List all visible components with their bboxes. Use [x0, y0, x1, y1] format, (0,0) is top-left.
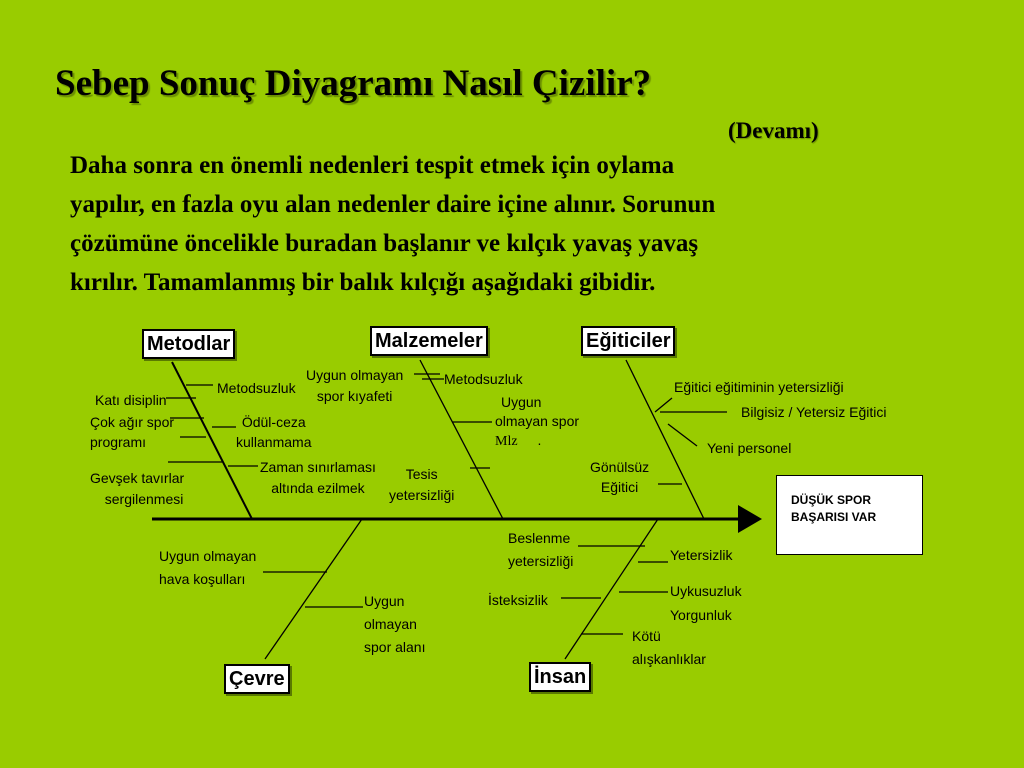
- page-subtitle: (Devamı): [728, 118, 819, 143]
- cause-label: [508, 527, 573, 573]
- category-insan: İnsan: [529, 662, 591, 692]
- cause-label: Yeni personel: [707, 440, 792, 456]
- spine-arrowhead: [738, 505, 762, 533]
- cause-label: [364, 590, 425, 659]
- cause-label: [389, 464, 454, 506]
- cause-label-line: hava koşulları: [159, 571, 246, 587]
- paragraph-line: yapılır, en fazla oyu alan nedenler daire içine alınır. Sorunun: [70, 191, 716, 218]
- cause-label: [590, 457, 649, 497]
- cause-label: [306, 365, 403, 407]
- cause-label-line: yetersizliği: [389, 487, 455, 503]
- cause-label-line: Uygun olmayan: [306, 367, 404, 383]
- cause-label-part: Mlz: [495, 434, 518, 449]
- cause-label-part: .: [537, 432, 542, 448]
- cause-label-line: Kötü: [632, 628, 661, 644]
- paragraph-line: çözümüne öncelikle buradan başlanır ve kılçık yavaş yavaş: [70, 230, 699, 257]
- category-metodlar: Metodlar: [142, 329, 235, 359]
- cause-label-line: spor kıyafeti: [316, 388, 393, 404]
- cause-label-line: altında ezilmek: [271, 480, 365, 496]
- cause-label: Yetersizlik: [670, 547, 733, 563]
- cause-label-line: Ödül-ceza: [241, 414, 306, 430]
- cause-label-line: Çok ağır spor: [90, 414, 175, 430]
- paragraph-line: kırılır. Tamamlanmış bir balık kılçığı aşağıdaki gibidir.: [70, 269, 656, 296]
- cause-label: Eğitici eğitiminin yetersizliği: [674, 379, 844, 395]
- cause-label: [495, 393, 579, 451]
- cause-label: [90, 412, 174, 452]
- cause-label: [236, 412, 311, 452]
- cause-label-line: Gevşek tavırlar: [90, 470, 185, 486]
- cause-label-line: [495, 431, 579, 451]
- cause-label-line: Eğitici: [600, 479, 639, 495]
- cause-label: İsteksizlik: [488, 592, 548, 608]
- cause-label-line: Zaman sınırlaması: [260, 459, 376, 475]
- cause-label: [260, 457, 376, 499]
- cause-label: [90, 468, 184, 510]
- cause-label: Katı disiplin: [95, 392, 167, 408]
- category-malzemeler: Malzemeler: [370, 326, 488, 356]
- cause-label-line: yetersizliği: [508, 553, 574, 569]
- page-title: Sebep Sonuç Diyagramı Nasıl Çizilir?: [55, 63, 652, 104]
- cause-label-line: spor alanı: [364, 639, 426, 655]
- cause-label: Metodsuzluk: [217, 380, 296, 396]
- cause-label-line: Uygun olmayan: [159, 548, 257, 564]
- effect-line: BAŞARISI VAR: [791, 510, 877, 524]
- cause-label-line: Tesis: [405, 466, 438, 482]
- cause-label-line: Beslenme: [508, 530, 571, 546]
- cause-label: [632, 625, 706, 671]
- cause-label-line: sergilenmesi: [104, 491, 184, 507]
- cause-label-line: alışkanlıklar: [632, 651, 706, 667]
- cause-label: Bilgisiz / Yetersiz Eğitici: [741, 404, 887, 420]
- cause-label-line: kullanmama: [236, 434, 312, 450]
- cause-label-line: olmayan: [364, 616, 417, 632]
- cause-label-line: Uygun: [501, 394, 542, 410]
- cause-label: Metodsuzluk: [444, 371, 523, 387]
- cause-label-line: Yorgunluk: [670, 607, 732, 623]
- cause-label-line: Uykusuzluk: [670, 583, 742, 599]
- effect-box: [776, 475, 923, 555]
- cause-label-line: programı: [90, 434, 147, 450]
- paragraph-line: Daha sonra en önemli nedenleri tespit etmek için oylama: [70, 152, 675, 179]
- cause-label: [670, 579, 742, 627]
- category-egiticiler: Eğiticiler: [581, 326, 675, 356]
- cause-label-line: olmayan spor: [495, 413, 580, 429]
- cause-label-line: Gönülsüz: [590, 459, 650, 475]
- category-cevre: Çevre: [224, 664, 290, 694]
- cause-label-line: Uygun: [364, 593, 405, 609]
- effect-line: DÜŞÜK SPOR: [791, 493, 872, 507]
- cause-label: [159, 545, 256, 591]
- bone-cevre: [265, 519, 362, 659]
